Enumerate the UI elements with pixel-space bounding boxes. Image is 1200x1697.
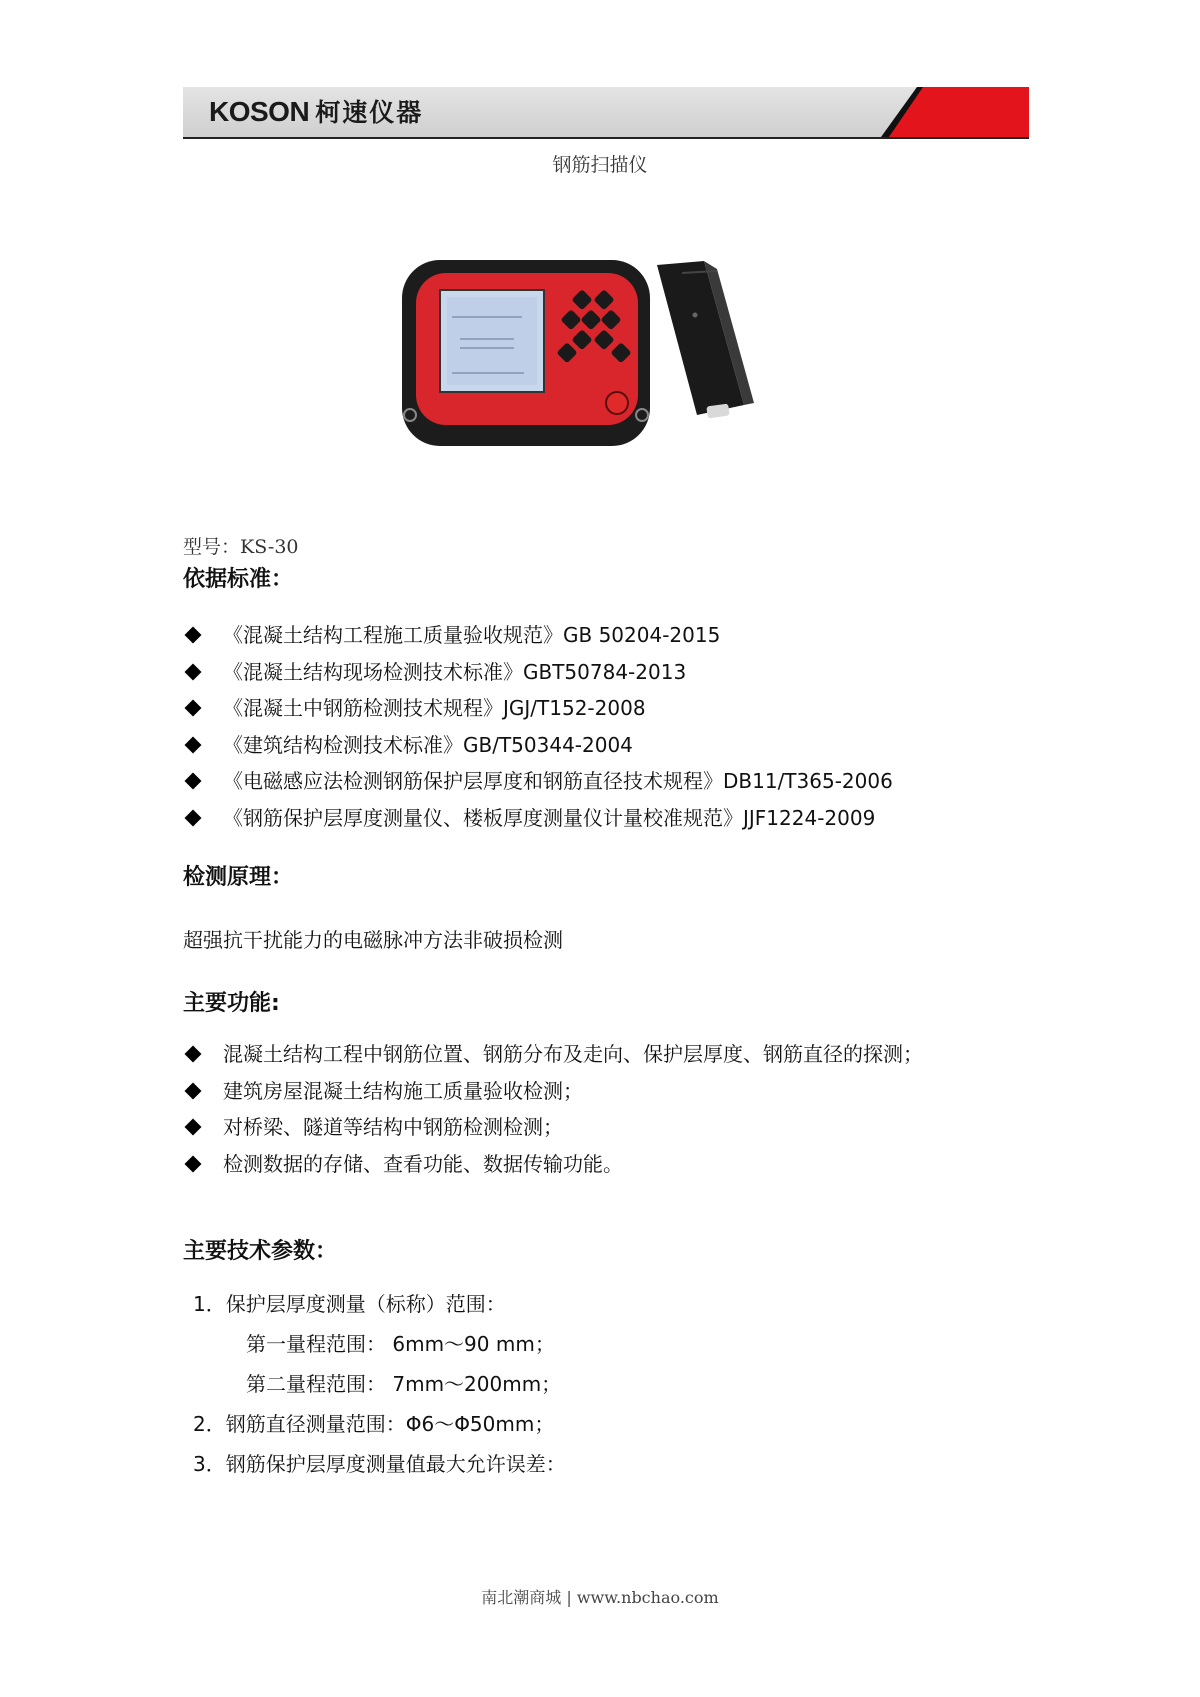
param-line: 2．钢筋直径测量范围：Φ6～Φ50mm；: [193, 1412, 555, 1436]
diamond-bullet-icon: [185, 1082, 202, 1099]
header-bar: [183, 87, 1029, 139]
brand-logo: [209, 96, 423, 129]
function-text: 对桥梁、隧道等结构中钢筋检测检测；: [223, 1115, 563, 1140]
function-text: 建筑房屋混凝土结构施工质量验收检测；: [223, 1078, 583, 1103]
params-heading: 主要技术参数：: [183, 1239, 338, 1264]
function-text: 混凝土结构工程中钢筋位置、钢筋分布及走向、保护层厚度、钢筋直径的探测；: [223, 1042, 923, 1066]
power-button: [606, 392, 628, 414]
standard-text: 《钢筋保护层厚度测量仪、楼板厚度测量仪计量校准规范》JJF1224-2009: [223, 805, 876, 830]
param-line: 3．钢筋保护层厚度测量值最大允许误差：: [193, 1452, 566, 1476]
diamond-bullet-icon: [185, 1155, 202, 1172]
diamond-bullet-icon: [185, 773, 202, 790]
params-list: [193, 1284, 566, 1484]
standard-text: 《混凝土结构现场检测技术标准》GBT50784-2013: [223, 659, 687, 684]
document-title: 钢筋扫描仪: [552, 154, 648, 176]
param-subline: 第一量程范围： 6mm～90 mm；: [246, 1332, 555, 1356]
standard-text: 《混凝土中钢筋检测技术规程》JGJ/T152-2008: [223, 696, 646, 721]
functions-heading: 主要功能:: [183, 991, 280, 1016]
principle-text: 超强抗干扰能力的电磁脉冲方法非破损检测: [183, 928, 563, 952]
param-line: 1．保护层厚度测量（标称）范围：: [193, 1292, 506, 1316]
logo-chinese: 柯速仪器: [315, 99, 424, 127]
logo-latin: KOSON: [209, 96, 310, 127]
footer-text: 南北潮商城 | www.nbchao.com: [481, 1588, 719, 1607]
diamond-bullet-icon: [185, 736, 202, 753]
principle-heading: 检测原理：: [183, 865, 294, 890]
model-number: 型号：KS-30: [183, 536, 299, 558]
standard-text: 《建筑结构检测技术标准》GB/T50344-2004: [223, 732, 633, 757]
standard-text: 《电磁感应法检测钢筋保护层厚度和钢筋直径技术规程》DB11/T365-2006: [223, 769, 893, 794]
header-red-accent: [889, 87, 1029, 137]
diamond-bullet-icon: [185, 663, 202, 680]
standards-heading: 依据标准：: [183, 567, 294, 592]
product-photo: [392, 255, 822, 455]
function-text: 检测数据的存储、查看功能、数据传输功能。: [223, 1151, 623, 1176]
param-subline: 第二量程范围： 7mm～200mm；: [246, 1372, 562, 1396]
diamond-bullet-icon: [185, 700, 202, 717]
diamond-bullet-icon: [185, 1119, 202, 1136]
diamond-bullet-icon: [185, 627, 202, 644]
standard-text: 《混凝土结构工程施工质量验收规范》GB 50204-2015: [223, 623, 721, 647]
diamond-bullet-icon: [185, 809, 202, 826]
diamond-bullet-icon: [185, 1046, 202, 1063]
device-probe: [657, 261, 754, 418]
device-screen-inner: [447, 297, 537, 385]
